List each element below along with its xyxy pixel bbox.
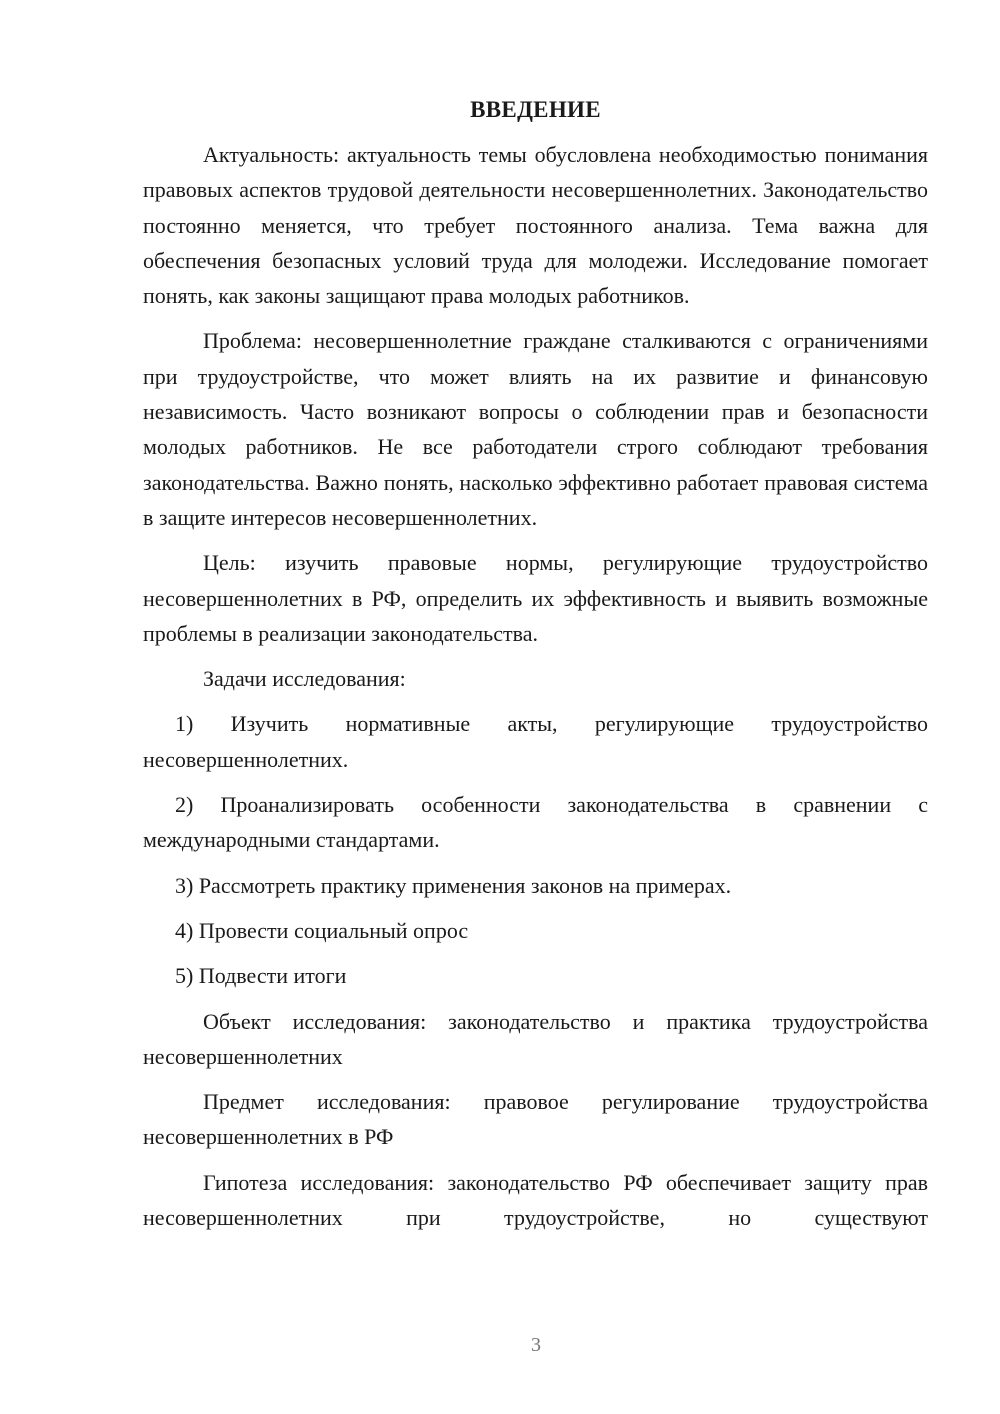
paragraph-object: Объект исследования: законодательство и практика трудоустройства несовершеннолетних (143, 1008, 928, 1069)
page-title: ВВЕДЕНИЕ (470, 97, 601, 122)
document-page (143, 92, 928, 1235)
list-item-task-2: 2) Проанализировать особенности законодательства в сравнении с международными стандартами. (143, 792, 928, 853)
paragraph-problem: Проблема: несовершеннолетние граждане сталкиваются с ограничениями при трудоустройстве, что может влиять на их развитие и финансовую независимость. Часто возникают вопросы о соблюдении прав и безопасности молодых работников. Не все работодатели строго соблюдают требования законодательства. Важно понять, насколько эффективно работает правовая система в защите интересов несовершеннолетних. (143, 328, 928, 530)
list-item-task-3: 3) Рассмотреть практику применения законов на примерах. (175, 872, 732, 898)
paragraph-subject: Предмет исследования: правовое регулирование трудоустройства несовершеннолетних в РФ (143, 1089, 928, 1150)
list-item-task-1: 1) Изучить нормативные акты, регулирующие трудоустройство несовершеннолетних. (143, 711, 928, 772)
list-item-task-5: 5) Подвести итоги (175, 963, 347, 989)
list-item-task-4: 4) Провести социальный опрос (175, 917, 469, 943)
page-number: 3 (531, 1334, 541, 1356)
paragraph-goal: Цель: изучить правовые нормы, регулирующие трудоустройство несовершеннолетних в РФ, определить их эффективность и выявить возможные проблемы в реализации законодательства. (143, 550, 928, 646)
paragraph-hypothesis: Гипотеза исследования: законодательство РФ обеспечивает защиту прав несовершеннолетних при трудоустройстве, но существуют (143, 1169, 928, 1231)
tasks-title: Задачи исследования: (203, 666, 406, 692)
paragraph-relevance: Актуальность: актуальность темы обусловлена необходимостью понимания правовых аспектов трудовой деятельности несовершеннолетних. Законодательство постоянно меняется, что требует постоянного анализа. Тема важна для обеспечения безопасных условий труда для молодежи. Исследование помогает понять, как законы защищают права молодых работников. (143, 142, 928, 309)
